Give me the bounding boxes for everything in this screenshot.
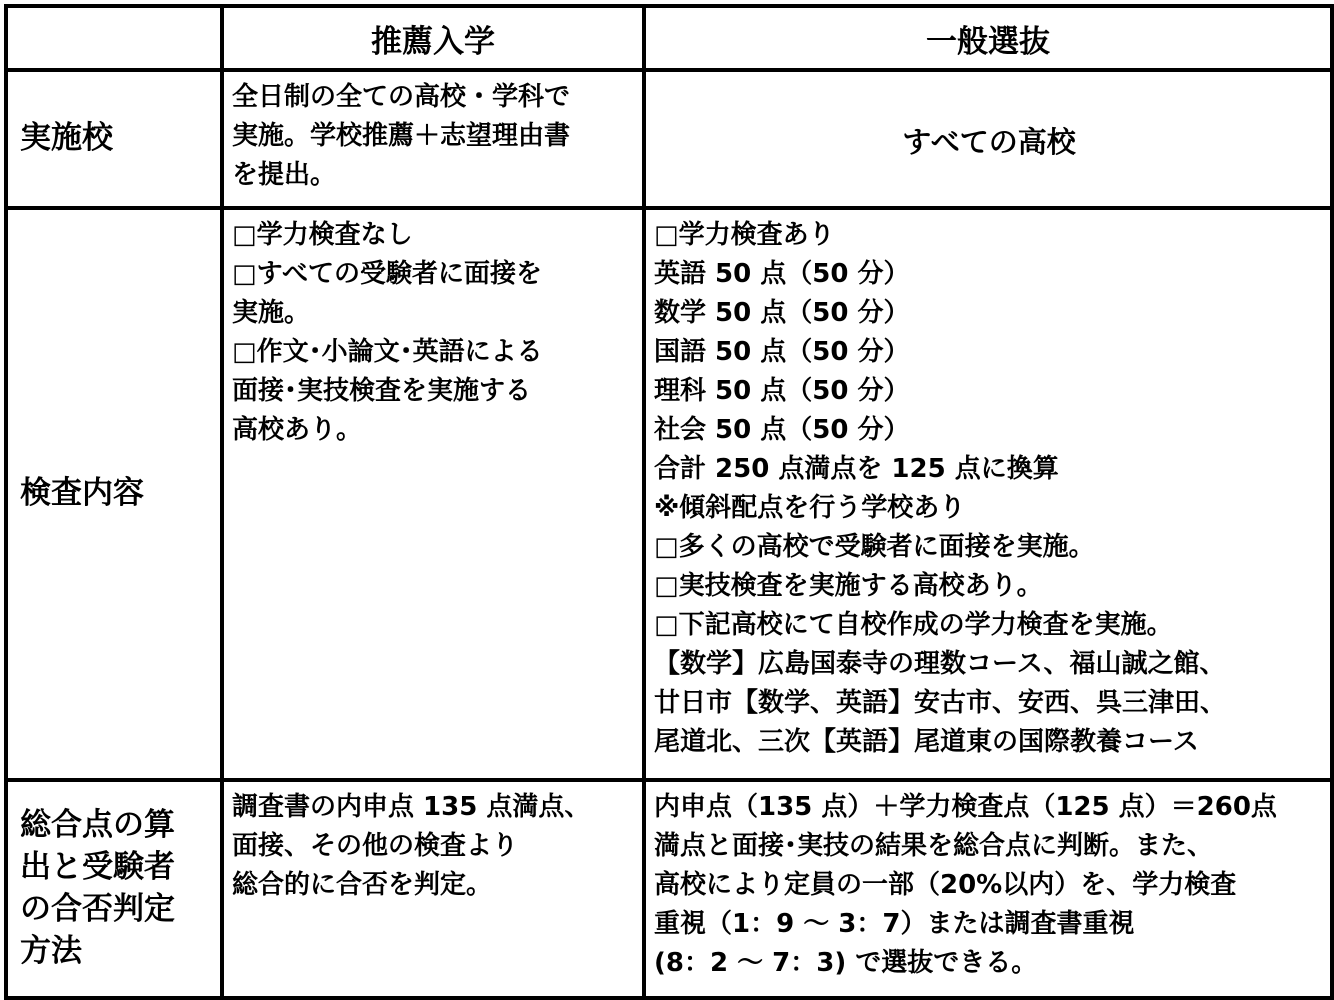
header-ippan: 一般選抜 <box>644 6 1332 70</box>
ippan-cell <box>644 780 1332 998</box>
row-label-line: 方法 <box>20 933 82 970</box>
cell-line: 廿日市【数学、英語】安古市、安西、呉三津田、 <box>654 688 1227 718</box>
cell-line: 面接、その他の検査より <box>232 831 519 861</box>
row-label <box>6 780 222 998</box>
cell-line: 内申点（135 点）＋学力検査点（125 点）＝260点 <box>654 792 1277 822</box>
cell-line: 面接･実技検査を実施する <box>232 376 532 406</box>
table-row <box>6 780 1332 998</box>
cell-line: 高校により定員の一部（20%以内）を、学力検査 <box>654 870 1237 900</box>
row-label-line: 検査内容 <box>20 475 144 512</box>
cell-line: 国語 50 点（50 分） <box>654 337 910 367</box>
cell-line: 英語 50 点（50 分） <box>654 259 910 289</box>
row-label-line: 実施校 <box>20 120 113 157</box>
cell-line: 【数学】広島国泰寺の理数コース、福山誠之館、 <box>654 649 1226 679</box>
cell-line: □学力検査なし <box>232 220 413 250</box>
cell-line: □多くの高校で受験者に面接を実施。 <box>654 532 1095 562</box>
cell-line: □すべての受験者に面接を <box>232 259 543 289</box>
cell-line: 重視（1：9 ～ 3：7）または調査書重視 <box>654 909 1135 939</box>
cell-line: □作文･小論文･英語による <box>232 337 543 367</box>
suisen-cell <box>222 208 644 780</box>
cell-line: すべての高校 <box>902 124 1076 159</box>
row-label <box>6 208 222 780</box>
cell-line: 調査書の内申点 135 点満点、 <box>232 792 591 822</box>
table-row <box>6 208 1332 780</box>
row-label <box>6 70 222 208</box>
cell-line: 高校あり。 <box>232 415 363 445</box>
cell-line: (8：2 ～ 7：3) で選抜できる。 <box>654 948 1038 978</box>
cell-line: を提出。 <box>232 160 337 190</box>
cell-line: 理科 50 点（50 分） <box>654 376 910 406</box>
cell-line: □実技検査を実施する高校あり。 <box>654 571 1043 601</box>
suisen-cell <box>222 780 644 998</box>
cell-line: ※傾斜配点を行う学校あり <box>654 493 966 523</box>
cell-line: 満点と面接･実技の結果を総合点に判断。また、 <box>654 831 1214 861</box>
header-suisen: 推薦入学 <box>222 6 644 70</box>
cell-line: 合計 250 点満点を 125 点に換算 <box>654 454 1059 484</box>
cell-line: 尾道北、三次【英語】尾道東の国際教養コース <box>654 727 1199 757</box>
suisen-cell <box>222 70 644 208</box>
exam-comparison-table <box>4 4 1334 1000</box>
row-label-line: の合否判定 <box>20 891 175 928</box>
row-label-line: 出と受験者 <box>20 849 175 886</box>
ippan-cell <box>644 70 1332 208</box>
cell-line: 実施。学校推薦＋志望理由書 <box>232 121 571 151</box>
cell-line: 実施。 <box>232 298 311 328</box>
cell-line: □下記高校にて自校作成の学力検査を実施。 <box>654 610 1173 640</box>
header-empty <box>6 6 222 70</box>
ippan-cell <box>644 208 1332 780</box>
cell-line: □学力検査あり <box>654 220 835 250</box>
row-label-line: 総合点の算 <box>20 807 175 843</box>
table-row <box>6 70 1332 208</box>
header-row <box>6 6 1332 70</box>
cell-line: 数学 50 点（50 分） <box>654 298 910 328</box>
cell-line: 全日制の全ての高校・学科で <box>232 82 571 112</box>
cell-line: 社会 50 点（50 分） <box>654 415 910 445</box>
cell-line: 総合的に合否を判定。 <box>232 870 493 900</box>
